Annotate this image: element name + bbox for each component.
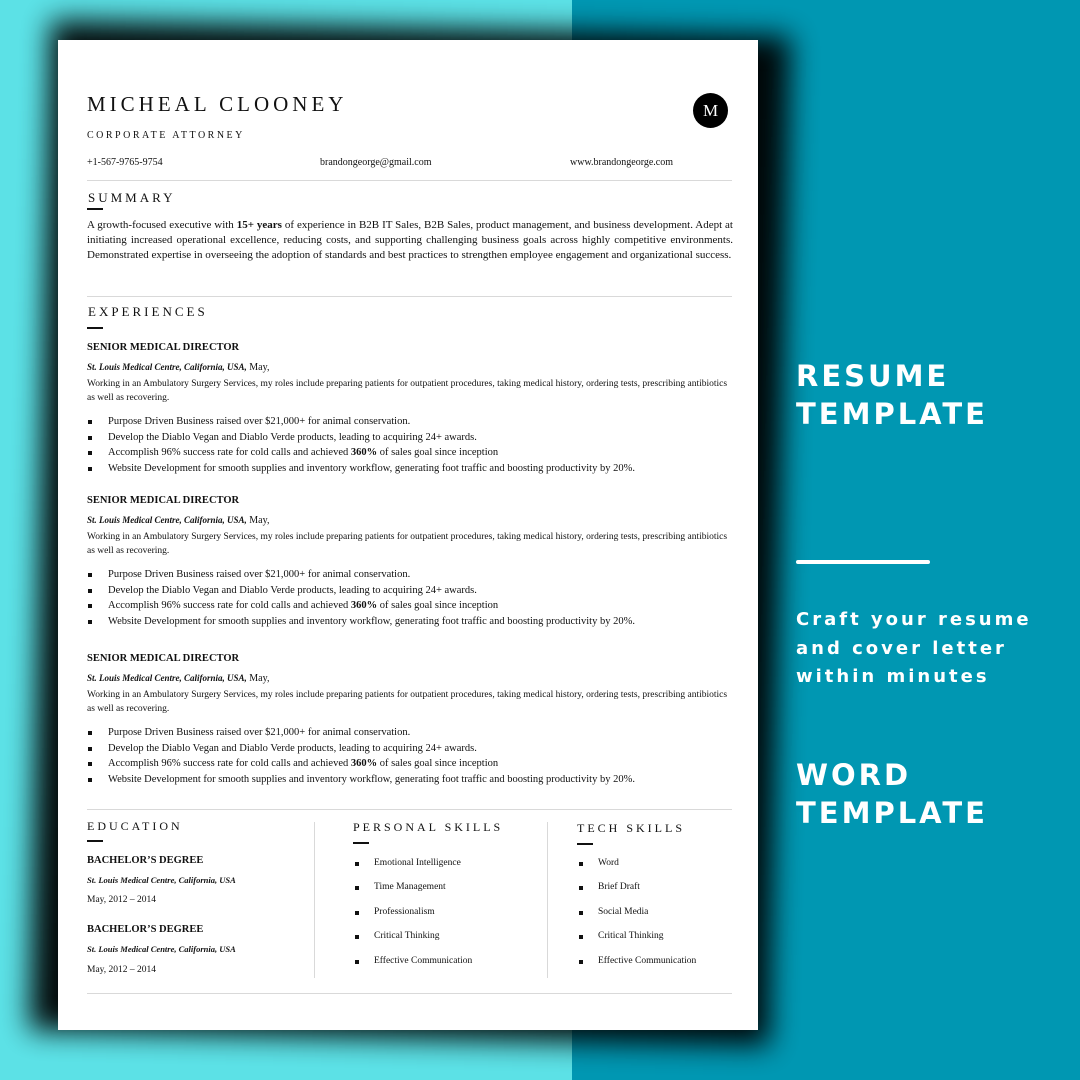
tech-skill-item: Word [578,858,619,868]
tagline-line: Craft your resume [796,609,1032,630]
achievement-item: Website Development for smooth supplies and inventory workflow, generating foot traffic and boosting productivity by 20%. [87,772,733,788]
achievement-list [87,414,733,476]
job-description: Working in an Ambulatory Surgery Services, my roles include preparing patients for outpatient procedures, taking medical history, ordering tests, prescribing antibiotics as well as recovering. [87,690,728,714]
experience-heading: EXPERIENCES [88,304,208,319]
heading-underline [87,208,103,210]
promo-heading-resume-template [796,357,988,433]
personal-skill-item: Emotional Intelligence [354,858,461,868]
divider [87,296,732,297]
resume-page [58,40,758,1030]
tech-skills-heading: TECH SKILLS [577,821,685,835]
job-place: St. Louis Medical Centre, California, USA, May, [87,515,270,526]
tagline-line: within minutes [796,666,990,687]
experience-item [87,653,733,787]
experience-item [87,342,733,476]
degree-institution: St. Louis Medical Centre, California, USA [87,944,236,954]
job-place: St. Louis Medical Centre, California, USA, May, [87,673,270,684]
personal-skills-heading: PERSONAL SKILLS [353,820,504,834]
divider [87,993,732,994]
achievement-item: Purpose Driven Business raised over $21,000+ for animal conservation. [87,567,733,583]
resume-job-title: CORPORATE ATTORNEY [87,130,245,141]
tech-skill-item: Brief Draft [578,882,640,892]
experience-item [87,495,733,629]
summary-heading: SUMMARY [88,190,176,205]
achievement-item: Purpose Driven Business raised over $21,000+ for animal conservation. [87,725,733,741]
achievement-item: Website Development for smooth supplies and inventory workflow, generating foot traffic and boosting productivity by 20%. [87,461,733,477]
heading-underline [87,840,103,842]
promo-tagline [796,606,1032,692]
divider [87,809,732,810]
column-divider [547,822,548,978]
achievement-list [87,567,733,629]
tech-skill-item: Effective Communication [578,956,696,966]
promo-heading-line: WORD [796,758,912,792]
tagline-line: and cover letter [796,637,1007,659]
achievement-item: Accomplish 96% success rate for cold calls and achieved 360% of sales goal since inception [87,756,733,772]
promo-heading-word-template [796,756,988,832]
resume-name: MICHEAL CLOONEY [87,92,348,116]
contact-phone: +1-567-9765-9754 [87,157,163,168]
personal-skill-item: Effective Communication [354,956,472,966]
contact-website: www.brandongeorge.com [570,157,674,168]
summary-text: A growth-focused executive with 15+ years of experience in B2B IT Sales, B2B Sales, product management, and business development. Adept at initiating increased operational excellence, reducing costs, and supporting challenging business goals across highly competitive environments. Demonstrated expertise in overseeing the adoption of standards and best practices to strengthen employee engagement and organizational success. [87,219,733,261]
personal-skill-item: Critical Thinking [354,931,440,941]
job-description: Working in an Ambulatory Surgery Services, my roles include preparing patients for outpatient procedures, taking medical history, ordering tests, prescribing antibiotics as well as recovering. [87,532,728,556]
job-place: St. Louis Medical Centre, California, USA, May, [87,362,270,373]
monogram-badge: M [693,93,728,128]
job-title: SENIOR MEDICAL DIRECTOR [87,653,240,664]
personal-skill-item: Professionalism [354,907,435,917]
achievement-item: Develop the Diablo Vegan and Diablo Verde products, leading to acquiring 24+ awards. [87,583,733,599]
degree-title: BACHELOR’S DEGREE [87,924,204,935]
promo-heading-line: RESUME [796,359,950,393]
achievement-item: Accomplish 96% success rate for cold calls and achieved 360% of sales goal since inception [87,598,733,614]
heading-underline [87,327,103,329]
contact-email: brandongeorge@gmail.com [320,157,432,168]
job-title: SENIOR MEDICAL DIRECTOR [87,342,240,353]
achievement-item: Purpose Driven Business raised over $21,000+ for animal conservation. [87,414,733,430]
promo-heading-line: TEMPLATE [796,397,988,431]
promo-heading-line: TEMPLATE [796,796,988,830]
tech-skill-item: Social Media [578,907,648,917]
divider [87,180,732,181]
degree-dates: May, 2012 – 2014 [87,895,157,905]
personal-skill-item: Time Management [354,882,446,892]
degree-dates: May, 2012 – 2014 [87,965,157,975]
achievement-item: Website Development for smooth supplies and inventory workflow, generating foot traffic and boosting productivity by 20%. [87,614,733,630]
achievement-list [87,725,733,787]
tech-skill-item: Critical Thinking [578,931,664,941]
achievement-item: Develop the Diablo Vegan and Diablo Verde products, leading to acquiring 24+ awards. [87,430,733,446]
job-description: Working in an Ambulatory Surgery Services, my roles include preparing patients for outpatient procedures, taking medical history, ordering tests, prescribing antibiotics as well as recovering. [87,379,728,403]
education-heading: EDUCATION [87,819,183,833]
column-divider [314,822,315,978]
achievement-item: Develop the Diablo Vegan and Diablo Verde products, leading to acquiring 24+ awards. [87,741,733,757]
promo-divider [796,560,930,564]
degree-title: BACHELOR’S DEGREE [87,855,204,866]
heading-underline [577,843,593,845]
achievement-item: Accomplish 96% success rate for cold calls and achieved 360% of sales goal since inception [87,445,733,461]
job-title: SENIOR MEDICAL DIRECTOR [87,495,240,506]
degree-institution: St. Louis Medical Centre, California, USA [87,875,236,885]
heading-underline [353,842,369,844]
